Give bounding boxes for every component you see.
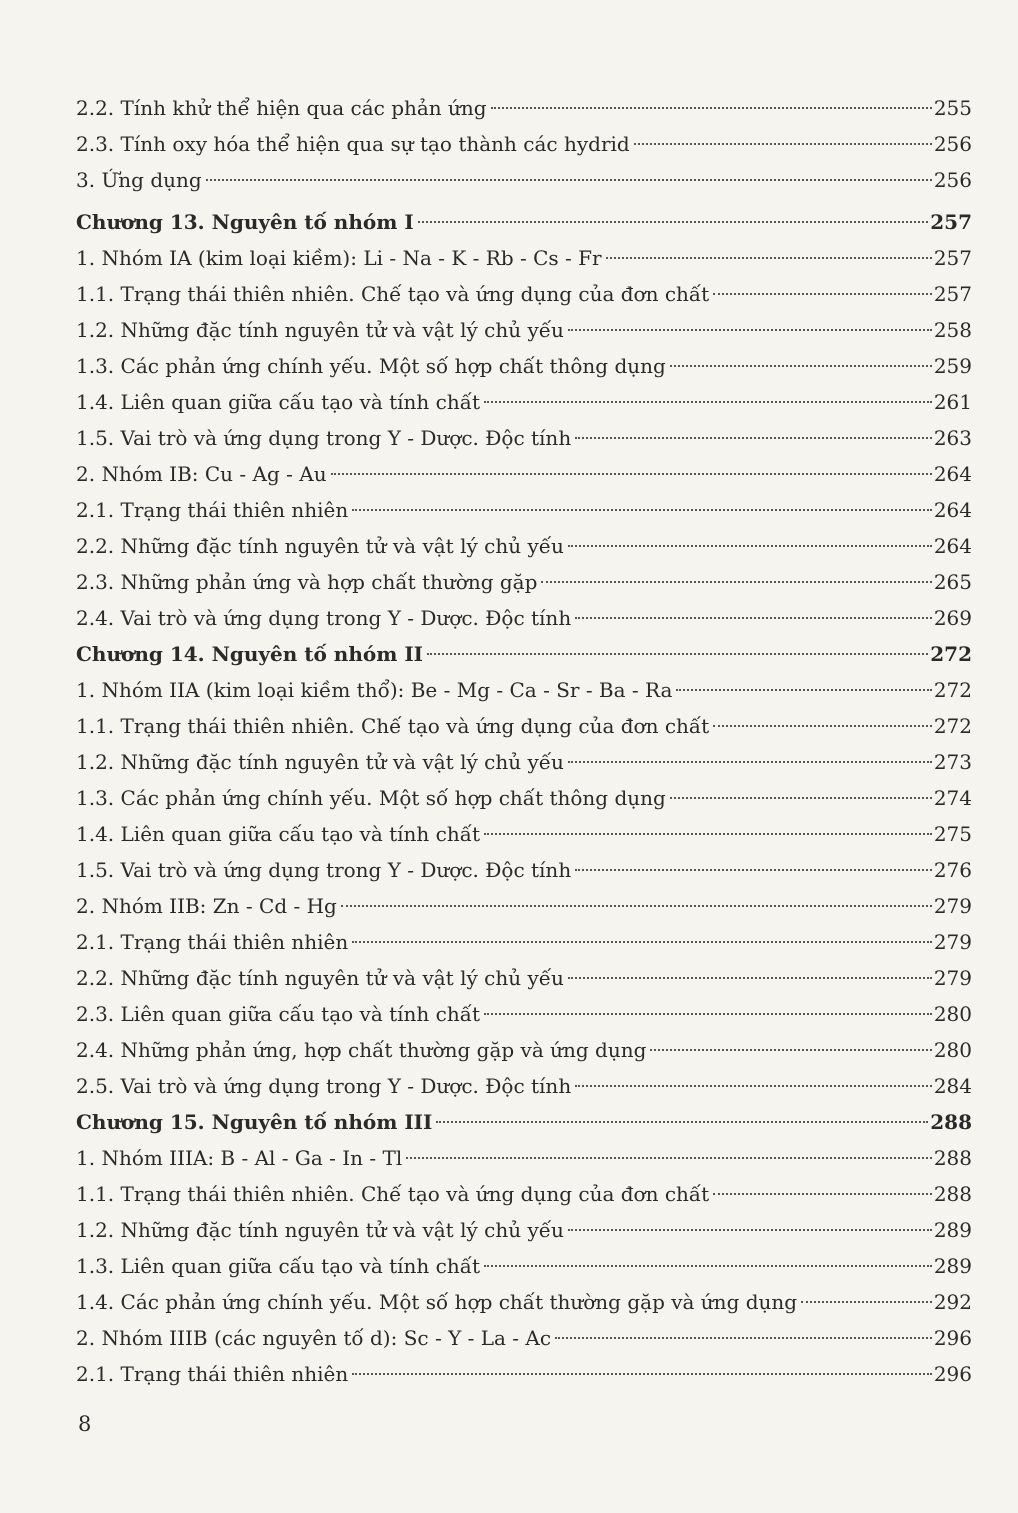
dot-leader bbox=[568, 1229, 932, 1231]
toc-section-entry bbox=[76, 600, 972, 636]
toc-entry-page-number: 272 bbox=[933, 714, 972, 738]
toc-section-entry bbox=[76, 924, 972, 960]
toc-entry-page-number: 257 bbox=[930, 210, 972, 234]
toc-entry-page-number: 263 bbox=[933, 426, 972, 450]
toc-entry-title: 2. Nhóm IB: Cu - Ag - Au bbox=[76, 462, 327, 486]
dot-leader bbox=[484, 401, 932, 403]
toc-section-entry bbox=[76, 1032, 972, 1068]
toc-entry-title: 1. Nhóm IIA (kim loại kiềm thổ): Be - Mg - Ca - Sr - Ba - Ra bbox=[76, 678, 673, 702]
toc-section-entry bbox=[76, 240, 972, 276]
toc-entry-title: 1.4. Các phản ứng chính yếu. Một số hợp chất thường gặp và ứng dụng bbox=[76, 1290, 798, 1314]
toc-entry-title: 1.2. Những đặc tính nguyên tử và vật lý chủ yếu bbox=[76, 750, 564, 774]
toc-entry-page-number: 279 bbox=[933, 966, 972, 990]
toc-entry-title: 1.5. Vai trò và ứng dụng trong Y - Dược. Độc tính bbox=[76, 858, 572, 882]
toc-entry-page-number: 272 bbox=[933, 678, 972, 702]
toc-entry-title: 2. Nhóm IIIB (các nguyên tố d): Sc - Y - La - Ac bbox=[76, 1326, 552, 1350]
toc-entry-page-number: 292 bbox=[933, 1290, 972, 1314]
toc-entry-page-number: 264 bbox=[933, 534, 972, 558]
dot-leader bbox=[541, 581, 931, 583]
toc-section-entry bbox=[76, 744, 972, 780]
toc-entry-title: 3. Ứng dụng bbox=[76, 168, 202, 192]
dot-leader bbox=[331, 473, 932, 475]
toc-entry-page-number: 265 bbox=[933, 570, 972, 594]
dot-leader bbox=[676, 689, 931, 691]
toc-section-entry bbox=[76, 90, 972, 126]
dot-leader bbox=[555, 1337, 932, 1339]
dot-leader bbox=[713, 293, 932, 295]
dot-leader bbox=[575, 869, 932, 871]
toc-section-entry bbox=[76, 960, 972, 996]
toc-chapter-entry bbox=[76, 636, 972, 672]
toc-section-entry bbox=[76, 492, 972, 528]
toc-section-entry bbox=[76, 348, 972, 384]
toc-entry-page-number: 258 bbox=[933, 318, 972, 342]
toc-chapter-entry bbox=[76, 204, 972, 240]
toc-section-entry bbox=[76, 852, 972, 888]
toc-entry-title: 1.3. Các phản ứng chính yếu. Một số hợp chất thông dụng bbox=[76, 354, 666, 378]
toc-entry-title: 2.1. Trạng thái thiên nhiên bbox=[76, 930, 349, 954]
toc-entry-page-number: 288 bbox=[933, 1182, 972, 1206]
toc-entry-page-number: 256 bbox=[933, 168, 972, 192]
toc-entry-title: 2.4. Những phản ứng, hợp chất thường gặp và ứng dụng bbox=[76, 1038, 647, 1062]
dot-leader bbox=[484, 1013, 932, 1015]
page-number: 8 bbox=[78, 1412, 92, 1436]
table-of-contents bbox=[76, 90, 972, 1392]
toc-section-entry bbox=[76, 672, 972, 708]
toc-entry-title: 2.3. Những phản ứng và hợp chất thường gặp bbox=[76, 570, 538, 594]
toc-entry-title: 2.4. Vai trò và ứng dụng trong Y - Dược. Độc tính bbox=[76, 606, 572, 630]
toc-entry-title: 1. Nhóm IIIA: B - Al - Ga - In - Tl bbox=[76, 1146, 403, 1170]
dot-leader bbox=[568, 977, 932, 979]
dot-leader bbox=[418, 221, 929, 223]
toc-entry-page-number: 257 bbox=[933, 246, 972, 270]
dot-leader bbox=[606, 257, 932, 259]
toc-entry-page-number: 296 bbox=[933, 1326, 972, 1350]
toc-section-entry bbox=[76, 276, 972, 312]
toc-entry-page-number: 276 bbox=[933, 858, 972, 882]
toc-entry-page-number: 269 bbox=[933, 606, 972, 630]
toc-entry-page-number: 272 bbox=[930, 642, 972, 666]
toc-chapter-entry bbox=[76, 1104, 972, 1140]
dot-leader bbox=[634, 143, 932, 145]
toc-entry-page-number: 284 bbox=[933, 1074, 972, 1098]
toc-entry-title: 1.1. Trạng thái thiên nhiên. Chế tạo và ứng dụng của đơn chất bbox=[76, 714, 710, 738]
toc-entry-page-number: 261 bbox=[933, 390, 972, 414]
dot-leader bbox=[713, 1193, 932, 1195]
dot-leader bbox=[352, 941, 932, 943]
toc-section-entry bbox=[76, 780, 972, 816]
dot-leader bbox=[491, 107, 932, 109]
toc-section-entry bbox=[76, 1176, 972, 1212]
toc-entry-page-number: 273 bbox=[933, 750, 972, 774]
toc-entry-page-number: 257 bbox=[933, 282, 972, 306]
dot-leader bbox=[352, 1373, 932, 1375]
toc-entry-title: 1.4. Liên quan giữa cấu tạo và tính chất bbox=[76, 390, 481, 414]
toc-entry-title: 2.2. Tính khử thể hiện qua các phản ứng bbox=[76, 96, 487, 120]
toc-section-entry bbox=[76, 456, 972, 492]
toc-entry-page-number: 279 bbox=[933, 894, 972, 918]
toc-section-entry bbox=[76, 1320, 972, 1356]
toc-section-entry bbox=[76, 528, 972, 564]
dot-leader bbox=[206, 179, 932, 181]
toc-entry-page-number: 274 bbox=[933, 786, 972, 810]
toc-section-entry bbox=[76, 888, 972, 924]
toc-entry-page-number: 264 bbox=[933, 498, 972, 522]
toc-entry-title: 2. Nhóm IIB: Zn - Cd - Hg bbox=[76, 894, 337, 918]
toc-entry-page-number: 255 bbox=[933, 96, 972, 120]
toc-entry-title: 1. Nhóm IA (kim loại kiềm): Li - Na - K - Rb - Cs - Fr bbox=[76, 246, 602, 270]
toc-entry-title: 2.1. Trạng thái thiên nhiên bbox=[76, 498, 349, 522]
dot-leader bbox=[484, 1265, 932, 1267]
toc-entry-title: Chương 13. Nguyên tố nhóm I bbox=[76, 210, 414, 234]
toc-entry-title: 2.2. Những đặc tính nguyên tử và vật lý chủ yếu bbox=[76, 966, 564, 990]
toc-section-entry bbox=[76, 996, 972, 1032]
dot-leader bbox=[575, 437, 932, 439]
toc-section-entry bbox=[76, 1248, 972, 1284]
toc-section-entry bbox=[76, 708, 972, 744]
toc-entry-title: 1.4. Liên quan giữa cấu tạo và tính chất bbox=[76, 822, 481, 846]
dot-leader bbox=[670, 797, 932, 799]
dot-leader bbox=[406, 1157, 932, 1159]
toc-section-entry bbox=[76, 126, 972, 162]
toc-section-entry bbox=[76, 1068, 972, 1104]
toc-entry-title: 2.3. Tính oxy hóa thể hiện qua sự tạo thành các hydrid bbox=[76, 132, 630, 156]
toc-entry-title: 2.5. Vai trò và ứng dụng trong Y - Dược. Độc tính bbox=[76, 1074, 572, 1098]
dot-leader bbox=[670, 365, 932, 367]
toc-entry-title: 1.3. Các phản ứng chính yếu. Một số hợp chất thông dụng bbox=[76, 786, 666, 810]
toc-section-entry bbox=[76, 312, 972, 348]
toc-entry-title: Chương 15. Nguyên tố nhóm III bbox=[76, 1110, 433, 1134]
toc-entry-title: Chương 14. Nguyên tố nhóm II bbox=[76, 642, 424, 666]
toc-entry-page-number: 288 bbox=[930, 1110, 972, 1134]
dot-leader bbox=[352, 509, 932, 511]
toc-entry-title: 2.3. Liên quan giữa cấu tạo và tính chất bbox=[76, 1002, 481, 1026]
toc-section-entry bbox=[76, 1140, 972, 1176]
toc-entry-title: 1.2. Những đặc tính nguyên tử và vật lý chủ yếu bbox=[76, 318, 564, 342]
toc-section-entry bbox=[76, 816, 972, 852]
toc-section-entry bbox=[76, 564, 972, 600]
dot-leader bbox=[575, 617, 932, 619]
dot-leader bbox=[568, 545, 932, 547]
toc-entry-page-number: 264 bbox=[933, 462, 972, 486]
toc-section-entry bbox=[76, 1284, 972, 1320]
dot-leader bbox=[801, 1301, 932, 1303]
toc-entry-page-number: 280 bbox=[933, 1002, 972, 1026]
toc-section-entry bbox=[76, 384, 972, 420]
toc-section-entry bbox=[76, 162, 972, 198]
dot-leader bbox=[713, 725, 932, 727]
toc-entry-title: 1.2. Những đặc tính nguyên tử và vật lý chủ yếu bbox=[76, 1218, 564, 1242]
dot-leader bbox=[575, 1085, 932, 1087]
toc-entry-page-number: 256 bbox=[933, 132, 972, 156]
dot-leader bbox=[427, 653, 928, 655]
toc-entry-title: 1.3. Liên quan giữa cấu tạo và tính chất bbox=[76, 1254, 481, 1278]
toc-section-entry bbox=[76, 1212, 972, 1248]
toc-entry-page-number: 289 bbox=[933, 1254, 972, 1278]
dot-leader bbox=[568, 761, 932, 763]
toc-entry-title: 1.1. Trạng thái thiên nhiên. Chế tạo và ứng dụng của đơn chất bbox=[76, 1182, 710, 1206]
toc-entry-page-number: 296 bbox=[933, 1362, 972, 1386]
toc-section-entry bbox=[76, 420, 972, 456]
toc-section-entry bbox=[76, 1356, 972, 1392]
dot-leader bbox=[341, 905, 932, 907]
toc-entry-title: 1.5. Vai trò và ứng dụng trong Y - Dược. Độc tính bbox=[76, 426, 572, 450]
toc-entry-page-number: 280 bbox=[933, 1038, 972, 1062]
dot-leader bbox=[650, 1049, 931, 1051]
dot-leader bbox=[568, 329, 932, 331]
dot-leader bbox=[484, 833, 932, 835]
toc-entry-title: 2.2. Những đặc tính nguyên tử và vật lý chủ yếu bbox=[76, 534, 564, 558]
toc-entry-title: 2.1. Trạng thái thiên nhiên bbox=[76, 1362, 349, 1386]
dot-leader bbox=[436, 1121, 928, 1123]
toc-entry-page-number: 279 bbox=[933, 930, 972, 954]
toc-entry-title: 1.1. Trạng thái thiên nhiên. Chế tạo và ứng dụng của đơn chất bbox=[76, 282, 710, 306]
toc-entry-page-number: 288 bbox=[933, 1146, 972, 1170]
toc-entry-page-number: 275 bbox=[933, 822, 972, 846]
toc-entry-page-number: 289 bbox=[933, 1218, 972, 1242]
toc-entry-page-number: 259 bbox=[933, 354, 972, 378]
